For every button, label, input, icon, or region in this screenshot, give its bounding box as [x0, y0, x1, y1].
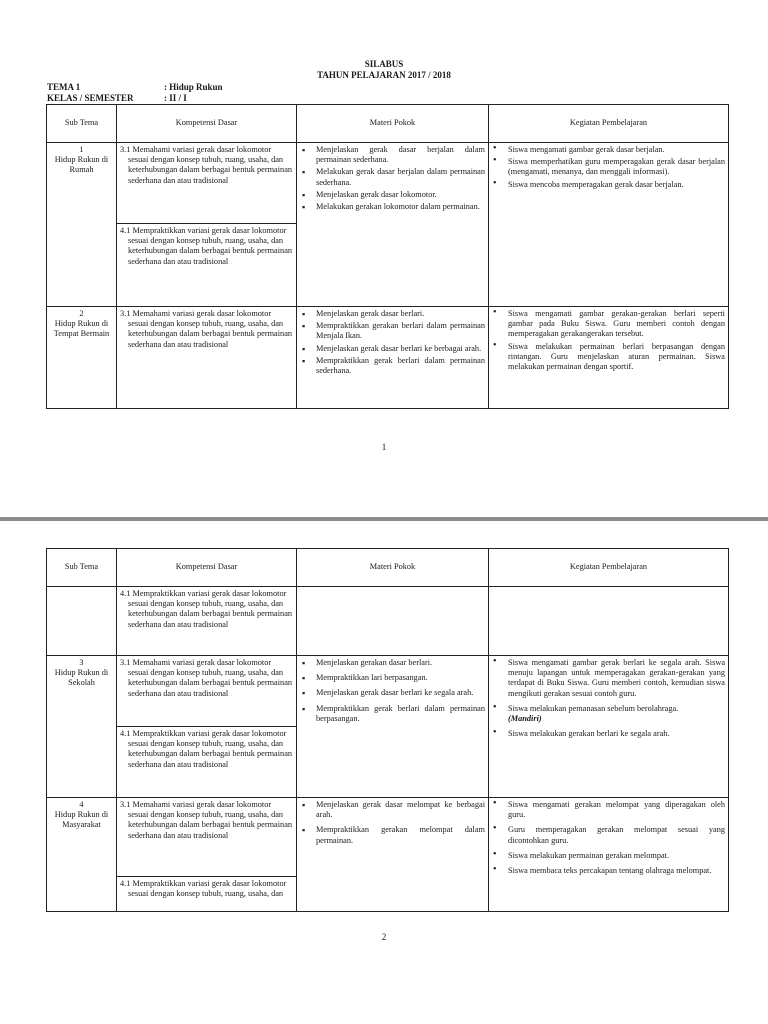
subtema-cell [47, 798, 117, 912]
materi-cell [297, 307, 489, 409]
materi-cell [297, 143, 489, 307]
header-subtema: Sub Tema [47, 105, 117, 143]
materi-list [300, 800, 485, 846]
kegiatan-cell [489, 656, 729, 798]
subtema-number: 2 [79, 309, 84, 318]
subtema-name: Hidup Rukun di Tempat Bermain [53, 319, 110, 339]
table-header-row [47, 105, 729, 143]
header-materi-pokok: Materi Pokok [297, 549, 489, 587]
header-kegiatan-pembelajaran: Kegiatan Pembelajaran [489, 549, 729, 587]
subtema-cell [47, 143, 117, 307]
table-header-row [47, 549, 729, 587]
tema-label: TEMA 1 [47, 82, 81, 92]
list-item: ▪ Mempraktikkan lari berpasangan. [300, 673, 485, 683]
subtema-cell [47, 307, 117, 409]
kd-cell [117, 877, 297, 912]
list-item: • Siswa melakukan gerakan berlari ke segala arah. [492, 729, 725, 739]
list-item: ▪ Melakukan gerak dasar berjalan dalam permainan sederhana. [300, 167, 485, 187]
subtema-cell [47, 656, 117, 798]
list-item-text: Siswa melakukan pemanasan sebelum berolahraga. [508, 703, 679, 713]
kd-3-1: 3.1 Memahami variasi gerak dasar lokomotor sesuai dengan konsep tubuh, ruang, usaha, dan keterhubungan dalam berbagai bentuk permainan sederhana dan atau tradisional [120, 800, 293, 840]
header-kegiatan-pembelajaran: Kegiatan Pembelajaran [489, 105, 729, 143]
list-item: • Guru memperagakan gerakan melompat sesuai yang dicontohkan guru. [492, 825, 725, 845]
tema-value: : Hidup Rukun [164, 82, 223, 92]
subtema-number: 1 [79, 145, 84, 154]
kegiatan-list [492, 145, 725, 190]
subtema-name: Hidup Rukun di Sekolah [54, 668, 109, 688]
list-item: ▪ Menjelaskan gerak dasar lokomotor. [300, 190, 485, 200]
subtema-cell [47, 587, 117, 656]
table-row [47, 656, 729, 727]
list-item: • Siswa mengamati gambar gerak dasar berjalan. [492, 145, 725, 155]
kd-cell [117, 587, 297, 656]
page-number: 1 [381, 442, 387, 452]
page-number: 2 [381, 932, 387, 942]
list-item: ▪ Mempraktikkan gerakan melompat dalam permainan. [300, 825, 485, 845]
kd-cell [117, 143, 297, 224]
kd-4-1: 4.1 Mempraktikkan variasi gerak dasar lokomotor sesuai dengan konsep tubuh, ruang, usaha, dan keterhubungan dalam berbagai bentuk permainan sederhana dan atau tradisional [120, 589, 293, 629]
kd-3-1: 3.1 Memahami variasi gerak dasar lokomotor sesuai dengan konsep tubuh, ruang, usaha, dan keterhubungan dalam berbagai bentuk permainan sederhana dan atau tradisional [120, 309, 293, 349]
kd-3-1: 3.1 Memahami variasi gerak dasar lokomotor sesuai dengan konsep tubuh, ruang, usaha, dan keterhubungan dalam berbagai bentuk permainan sederhana dan atau tradisional [120, 145, 293, 185]
kd-cell [117, 307, 297, 409]
list-item: ▪ Menjelaskan gerak dasar melompat ke berbagai arah. [300, 800, 485, 820]
materi-cell [297, 587, 489, 656]
kegiatan-cell [489, 587, 729, 656]
list-item [492, 704, 725, 724]
kelas-label: KELAS / SEMESTER [47, 93, 134, 103]
kelas-line [47, 93, 187, 104]
kd-4-1: 4.1 Mempraktikkan variasi gerak dasar lokomotor sesuai dengan konsep tubuh, ruang, usaha, dan keterhubungan dalam berbagai bentuk permainan sederhana dan atau tradisional [120, 729, 293, 769]
syllabus-table-2 [46, 548, 729, 912]
subtema-number: 3 [79, 658, 84, 667]
list-item: • Siswa melakukan permainan gerakan melompat. [492, 851, 725, 861]
list-item: • Siswa mencoba memperagakan gerak dasar berjalan. [492, 180, 725, 190]
kd-4-1-partial: 4.1 Mempraktikkan variasi gerak dasar lokomotor sesuai dengan konsep tubuh, ruang, usaha, dan [120, 879, 287, 899]
list-item: ▪ Menjelaskan gerak dasar berjalan dalam permainan sederhana. [300, 145, 485, 165]
syllabus-table-1 [46, 104, 729, 409]
list-item: ▪ Menjelaskan gerak dasar berlari. [300, 309, 485, 319]
list-item: • Siswa memperhatikan guru memperagakan gerak dasar berjalan (mengamati, menanya, dan menggali informasi). [492, 157, 725, 177]
header-kompetensi-dasar: Kompetensi Dasar [117, 105, 297, 143]
kegiatan-cell [489, 798, 729, 912]
doc-title: SILABUS [364, 59, 404, 69]
list-item: ▪ Melakukan gerakan lokomotor dalam permainan. [300, 202, 485, 212]
header-materi-pokok: Materi Pokok [297, 105, 489, 143]
kd-3-1: 3.1 Memahami variasi gerak dasar lokomotor sesuai dengan konsep tubuh, ruang, usaha, dan keterhubungan dalam berbagai bentuk permainan sederhana dan atau tradisional [120, 658, 293, 698]
list-item: • Siswa melakukan permainan berlari berpasangan dengan rintangan. Guru menjelaskan aturan permainan. Siswa melakukan permainan dengan sportif. [492, 342, 725, 373]
header-kompetensi-dasar: Kompetensi Dasar [117, 549, 297, 587]
mandiri-label: (Mandiri) [508, 714, 542, 724]
list-item: ▪ Menjelaskan gerak dasar berlari ke segala arah. [300, 688, 485, 698]
kd-cell [117, 727, 297, 798]
kd-cell [117, 798, 297, 877]
materi-cell [297, 656, 489, 798]
list-item: • Siswa mengamati gambar gerakan-gerakan berlari seperti gambar pada Buku Siswa. Guru memberi contoh dengan memperagakan gerakangerakan tersebut. [492, 309, 725, 340]
kd-4-1: 4.1 Mempraktikkan variasi gerak dasar lokomotor sesuai dengan konsep tubuh, ruang, usaha, dan keterhubungan dalam berbagai bentuk permainan sederhana dan atau tradisional [120, 226, 293, 266]
kegiatan-list [492, 658, 725, 739]
doc-subtitle: TAHUN PELAJARAN 2017 / 2018 [317, 70, 451, 80]
kegiatan-list [492, 800, 725, 876]
list-item: • Siswa mengamati gerakan melompat yang diperagakan oleh guru. [492, 800, 725, 820]
materi-list [300, 145, 485, 212]
header-subtema: Sub Tema [47, 549, 117, 587]
materi-cell [297, 798, 489, 912]
table-row [47, 307, 729, 409]
list-item: ▪ Menjelaskan gerak dasar berlari ke berbagai arah. [300, 344, 485, 354]
kegiatan-cell [489, 143, 729, 307]
table-row [47, 143, 729, 224]
list-item: • Siswa mengamati gambar gerak berlari ke segala arah. Siswa menuju lapangan untuk memperagakan gerakan-gerakan yang terdapat di Buku Siswa. Guru memberi contoh, kemudian siswa mengikuti gerakan sesuai contoh guru. [492, 658, 725, 699]
table-row [47, 587, 729, 656]
list-item: ▪ Mempraktikkan gerak berlari dalam permainan sederhana. [300, 356, 485, 376]
list-item: • Siswa membaca teks percakapan tentang olahraga melompat. [492, 866, 725, 876]
document-page-2 [0, 521, 768, 1024]
subtema-name: Hidup Rukun di Rumah [54, 155, 109, 175]
subtema-number: 4 [79, 800, 84, 809]
subtema-name: Hidup Rukun di Masyarakat [54, 810, 109, 830]
list-item: ▪ Mempraktikkan gerak berlari dalam permainan berpasangan. [300, 704, 485, 724]
table-row [47, 798, 729, 877]
kd-cell [117, 656, 297, 727]
list-item: ▪ Menjelaskan gerakan dasar berlari. [300, 658, 485, 668]
materi-list [300, 658, 485, 724]
kegiatan-list [492, 309, 725, 372]
list-item: ▪ Mempraktikkan gerakan berlari dalam permainan Menjala Ikan. [300, 321, 485, 341]
kegiatan-cell [489, 307, 729, 409]
tema-line [47, 82, 223, 93]
materi-list [300, 309, 485, 376]
kd-cell [117, 224, 297, 307]
kelas-value: : II / I [164, 93, 187, 103]
